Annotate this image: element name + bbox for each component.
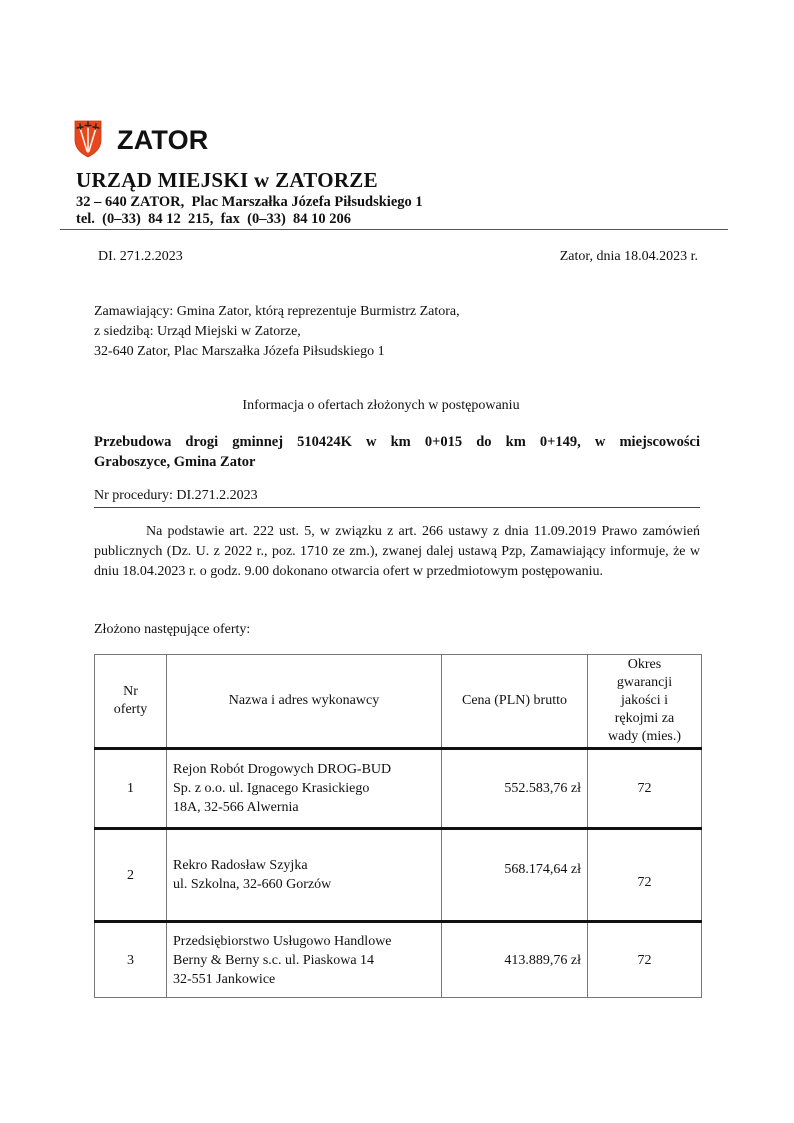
header-name: Nazwa i adres wykonawcy	[167, 655, 442, 749]
contractor-line: Sp. z o.o. ul. Ignacego Krasickiego	[173, 781, 370, 796]
document-reference: DI. 271.2.2023	[98, 249, 183, 264]
offer-price: 568.174,64 zł	[442, 829, 588, 922]
table-header-row	[95, 655, 702, 749]
offer-warranty: 72	[588, 749, 702, 829]
offer-nr: 1	[95, 749, 167, 829]
place-date: Zator, dnia 18.04.2023 r.	[559, 249, 698, 264]
office-address: 32 – 640 ZATOR, Plac Marszałka Józefa Piłsudskiego 1	[76, 194, 423, 210]
offer-warranty: 72	[588, 829, 702, 922]
logo-text: ZATOR	[117, 125, 209, 155]
offer-contractor	[167, 922, 442, 998]
offer-warranty: 72	[588, 922, 702, 998]
header-warranty: Okres gwarancji jakości i rękojmi za wady (mies.)	[588, 655, 702, 749]
orderer-line: 32-640 Zator, Plac Marszałka Józefa Piłsudskiego 1	[94, 344, 385, 359]
offer-price: 552.583,76 zł	[442, 749, 588, 829]
procedure-number: Nr procedury: DI.271.2.2023	[94, 488, 258, 503]
contractor-line: Rekro Radosław Szyjka	[173, 858, 308, 873]
contractor-line: Berny & Berny s.c. ul. Piaskowa 14	[173, 952, 375, 968]
table-row	[95, 922, 702, 998]
header-nr: Nr oferty	[95, 655, 167, 749]
offer-price: 413.889,76 zł	[442, 922, 588, 998]
table-row	[95, 749, 702, 829]
offer-nr: 3	[95, 922, 167, 998]
info-title	[0, 398, 794, 414]
contractor-line: ul. Szkolna, 32-660 Gorzów	[173, 877, 332, 892]
offers-table	[94, 654, 702, 998]
info-title-text: Informacja o ofertach złożonych w postępowaniu	[242, 398, 520, 413]
offer-contractor	[167, 829, 442, 922]
offer-nr: 2	[95, 829, 167, 922]
procedure-divider	[94, 507, 700, 508]
orderer-line: Zamawiający: Gmina Zator, którą reprezentuje Burmistrz Zatora,	[94, 304, 460, 319]
coat-of-arms-icon	[73, 118, 103, 163]
procurement-subject	[94, 432, 700, 472]
letterhead-logo	[73, 118, 209, 163]
contractor-line: 32-551 Jankowice	[173, 971, 276, 987]
orderer-line: z siedzibą: Urząd Miejski w Zatorze,	[94, 324, 301, 339]
header-price: Cena (PLN) brutto	[442, 655, 588, 749]
offers-label: Złożono następujące oferty:	[94, 622, 251, 637]
office-title: URZĄD MIEJSKI w ZATORZE	[76, 168, 378, 192]
offer-contractor	[167, 749, 442, 829]
orderer-block	[94, 302, 460, 362]
header-divider	[60, 229, 728, 230]
table-row	[95, 829, 702, 922]
contractor-line: Przedsiębiorstwo Usługowo Handlowe	[173, 933, 392, 949]
contractor-line: Rejon Robót Drogowych DROG-BUD	[173, 762, 392, 777]
office-contact: tel. (0–33) 84 12 215, fax (0–33) 84 10 206	[76, 211, 352, 227]
body-paragraph	[94, 522, 700, 582]
contractor-line: 18A, 32-566 Alwernia	[173, 800, 299, 815]
subject-line: Przebudowa drogi gminnej 510424K w km 0+015 do km 0+149, w miejscowości	[94, 434, 700, 450]
body-paragraph-text: Na podstawie art. 222 ust. 5, w związku z art. 266 ustawy z dnia 11.09.2019 Prawo zamówień publicznych (Dz. U. z 2022 r., poz. 1710 ze zm.), zwanej dalej ustawą Pzp, Zamawiający informuje, że w dniu 18.04.2023 r. o godz. 9.00 dokonano otwarcia ofert w przedmiotowym postępowaniu.	[94, 524, 700, 579]
subject-line: Graboszyce, Gmina Zator	[94, 454, 256, 470]
